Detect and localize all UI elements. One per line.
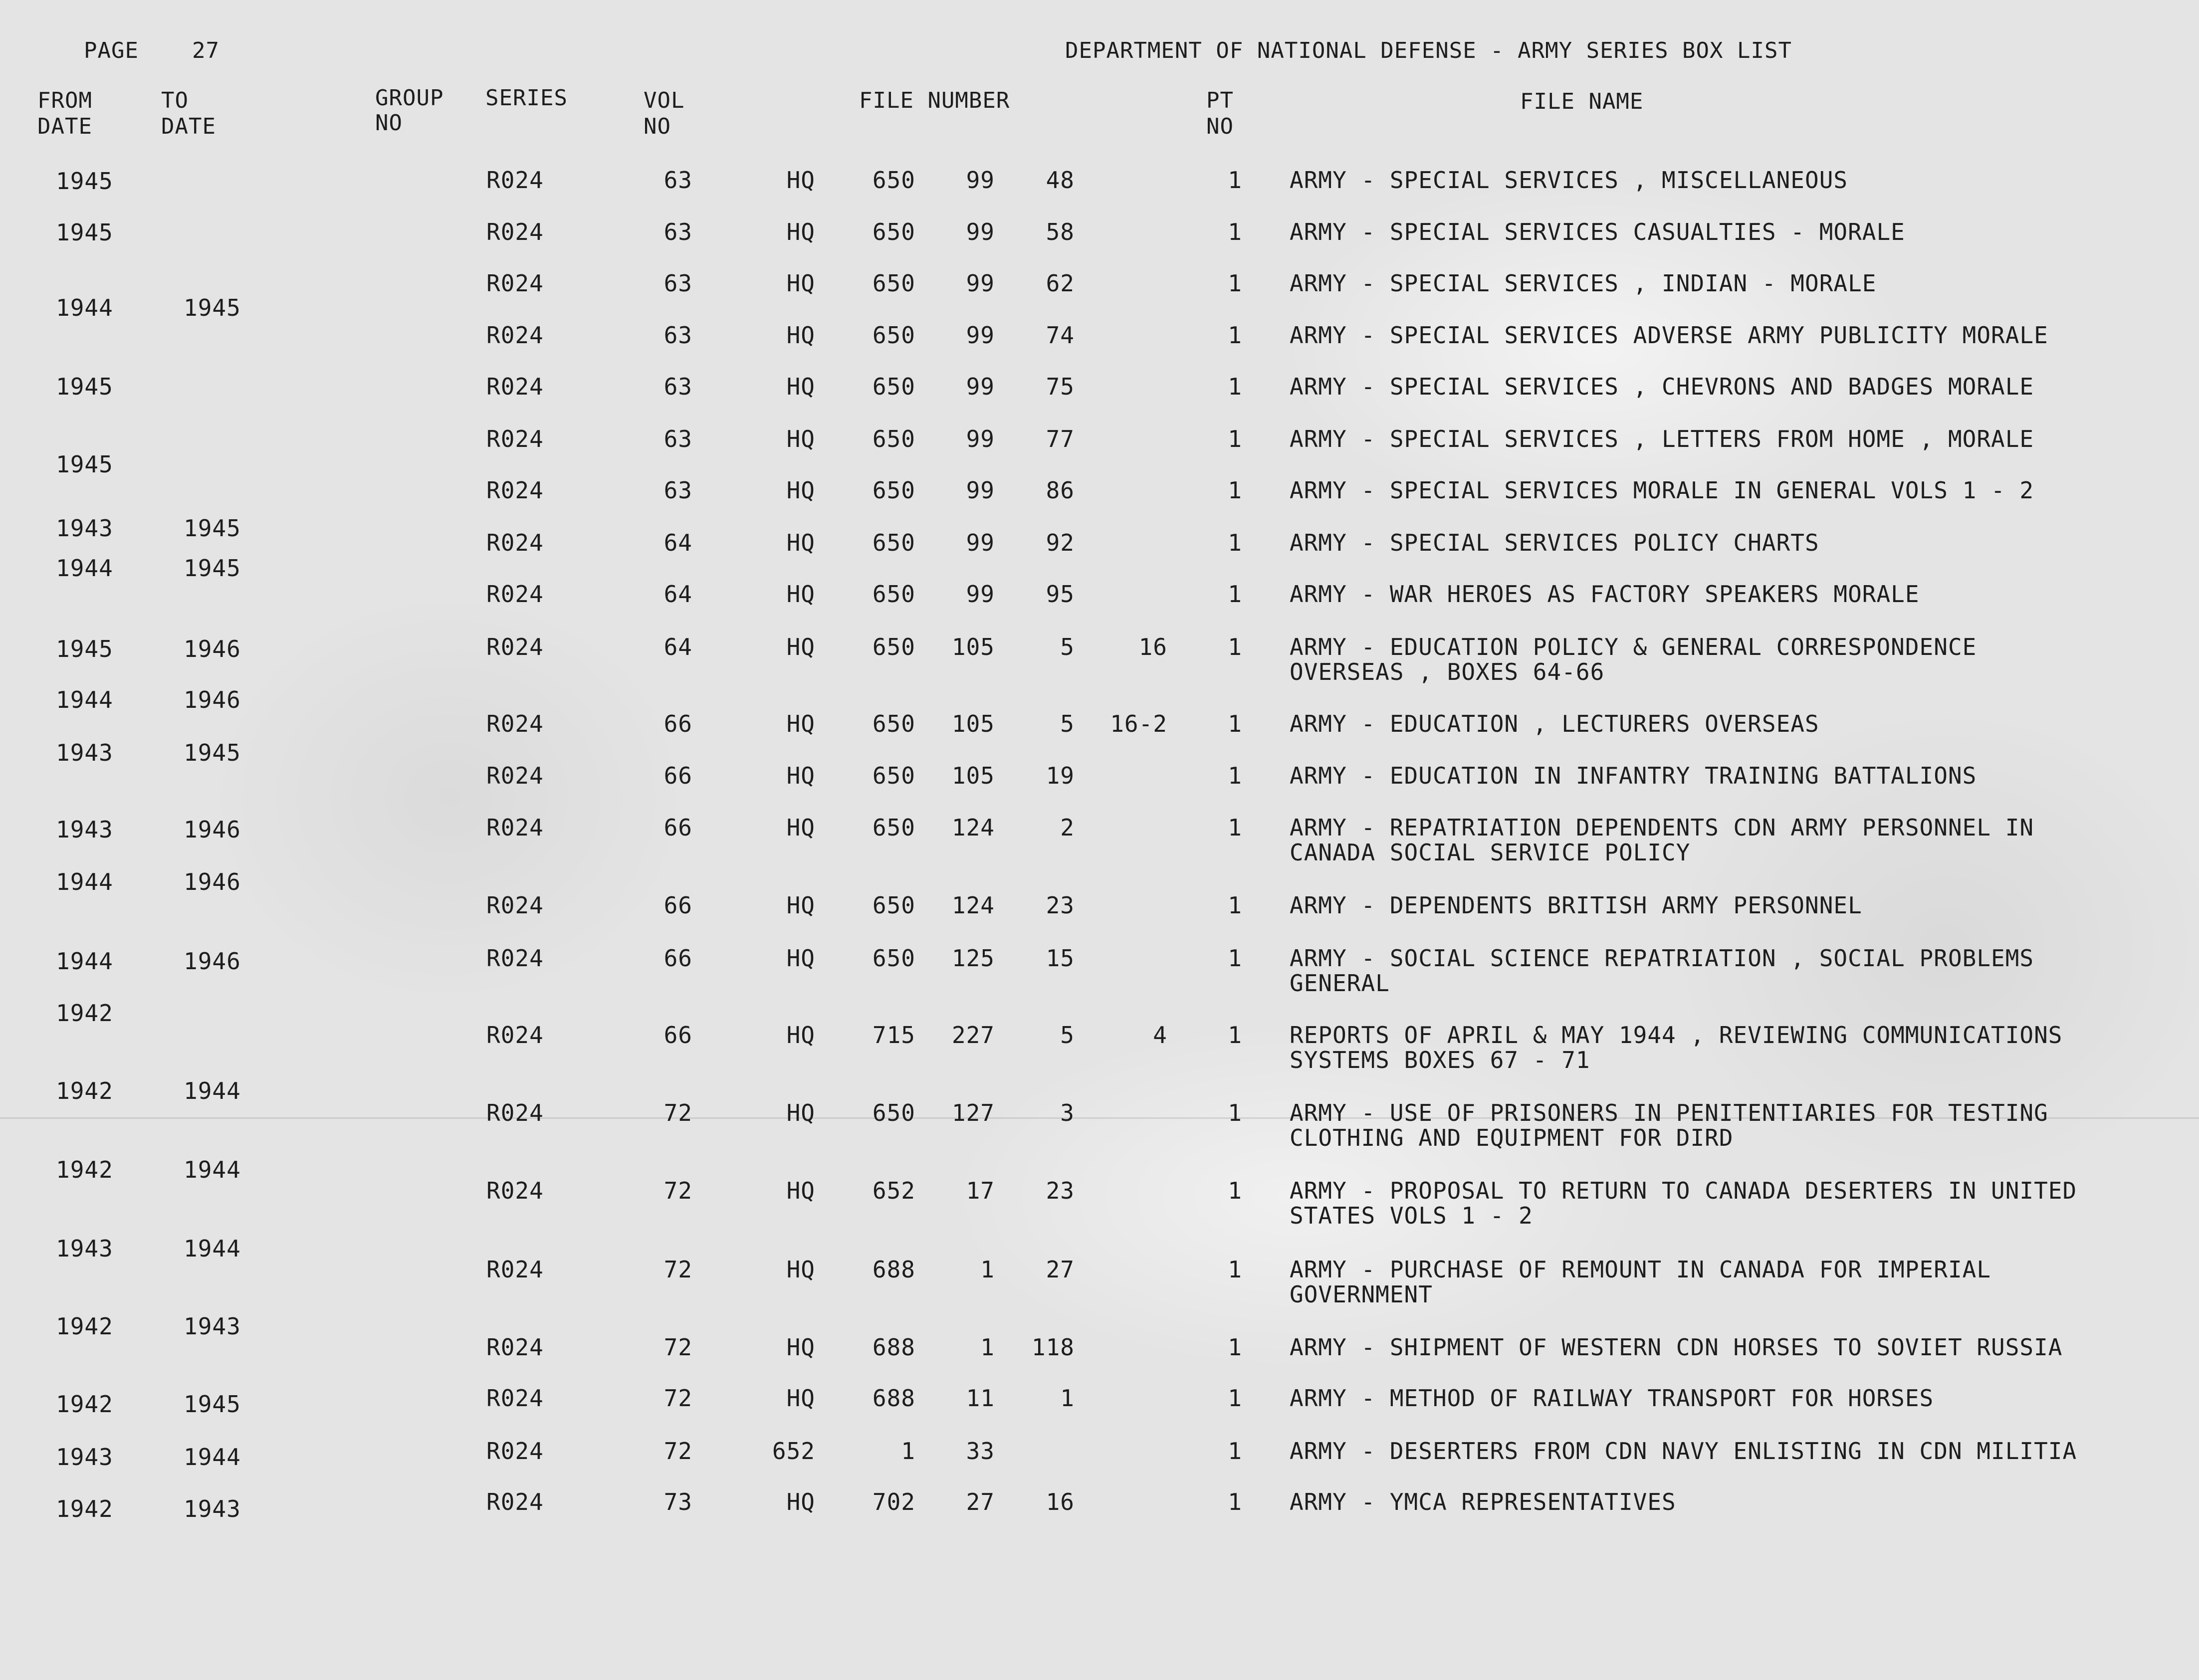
vol-no-cell: 63 [663,167,692,194]
series-cell: R024 [486,218,544,245]
series-cell: R024 [486,581,544,608]
file-number-part-cell: 23 [1046,892,1075,919]
file-name-cell: ARMY - SPECIAL SERVICES CASUALTIES - MORALE [1290,218,1905,245]
pt-no-cell: 1 [1228,477,1242,504]
file-name-cell: ARMY - SPECIAL SERVICES , LETTERS FROM HOME , MORALE [1290,425,2034,452]
file-number-part-cell: 5 [1060,1022,1075,1049]
file-name-cell: GENERAL [1290,970,1390,997]
from-date: 1943 [56,816,113,843]
from-date: 1943 [56,515,113,542]
file-number-part-cell: 4 [1153,1022,1167,1049]
file-number-part-cell: 95 [1046,581,1075,608]
file-number-part-cell: HQ [786,633,815,660]
from-date: 1944 [56,868,113,895]
to-date: 1946 [184,816,241,843]
file-number-part-cell: HQ [786,1099,815,1126]
from-date: 1944 [56,294,113,321]
pt-no-cell: 1 [1228,814,1242,841]
file-number-part-cell: HQ [786,814,815,841]
to-date: 1945 [184,739,241,766]
pt-no-cell: 1 [1228,1022,1242,1049]
from-date: 1944 [56,555,113,582]
file-number-part-cell: 118 [1031,1334,1075,1361]
header-pt-no: PT [1206,88,1234,113]
file-number-part-cell: 1 [980,1334,995,1361]
vol-no-cell: 72 [663,1385,692,1412]
file-number-part-cell: 99 [966,581,995,608]
pt-no-cell: 1 [1228,1488,1242,1515]
file-number-part-cell: 650 [872,945,915,972]
file-number-part-cell: 650 [872,633,915,660]
from-date: 1942 [56,1391,113,1418]
file-number-part-cell: 650 [872,1099,915,1126]
file-number-part-cell: 86 [1046,477,1075,504]
to-date: 1945 [184,555,241,582]
to-date: 1943 [184,1313,241,1340]
to-date: 1944 [184,1077,241,1104]
file-number-part-cell: 1 [980,1256,995,1283]
page-title: DEPARTMENT OF NATIONAL DEFENSE - ARMY SERIES BOX LIST [1065,38,1792,63]
file-number-part-cell: HQ [786,477,815,504]
vol-no-cell: 66 [663,892,692,919]
file-name-cell: ARMY - SPECIAL SERVICES , MISCELLANEOUS [1290,167,1848,194]
series-cell: R024 [486,762,544,789]
vol-no-cell: 72 [663,1099,692,1126]
pt-no-cell: 1 [1228,1334,1242,1361]
file-number-part-cell: HQ [786,529,815,556]
vol-no-cell: 66 [663,762,692,789]
file-name-cell: CANADA SOCIAL SERVICE POLICY [1290,839,1691,866]
pt-no-cell: 1 [1228,425,1242,452]
file-number-part-cell: 650 [872,322,915,349]
file-name-cell: ARMY - SPECIAL SERVICES ADVERSE ARMY PUBLICITY MORALE [1290,322,2048,349]
file-number-part-cell: 124 [951,892,995,919]
file-number-part-cell: HQ [786,945,815,972]
vol-no-cell: 73 [663,1488,692,1515]
file-number-part-cell: 19 [1046,762,1075,789]
file-number-part-cell: HQ [786,167,815,194]
from-date: 1943 [56,739,113,766]
from-date: 1942 [56,1077,113,1104]
vol-no-cell: 72 [663,1334,692,1361]
vol-no-cell: 66 [663,945,692,972]
file-number-part-cell: 650 [872,270,915,297]
vol-no-cell: 63 [663,477,692,504]
file-number-part-cell: 652 [872,1177,915,1204]
to-date: 1944 [184,1156,241,1183]
file-number-part-cell: 127 [951,1099,995,1126]
header-series: SERIES [485,85,568,111]
vol-no-cell: 66 [663,710,692,737]
to-date: 1944 [184,1444,241,1470]
file-name-cell: ARMY - SPECIAL SERVICES , INDIAN - MORALE [1290,270,1877,297]
page-number: 27 [192,38,220,63]
file-number-part-cell: HQ [786,1385,815,1412]
vol-no-cell: 63 [663,373,692,400]
vol-no-cell: 63 [663,425,692,452]
file-number-part-cell: HQ [786,1488,815,1515]
to-date: 1946 [184,635,241,662]
file-number-part-cell: HQ [786,762,815,789]
vol-no-cell: 63 [663,218,692,245]
pt-no-cell: 1 [1228,1438,1242,1465]
file-name-cell: ARMY - SPECIAL SERVICES POLICY CHARTS [1290,529,1819,556]
pt-no-cell: 1 [1228,762,1242,789]
to-date: 1945 [184,294,241,321]
file-number-part-cell: 75 [1046,373,1075,400]
file-number-part-cell: 11 [966,1385,995,1412]
to-date: 1946 [184,948,241,975]
file-number-part-cell: HQ [786,218,815,245]
file-name-cell: STATES VOLS 1 - 2 [1290,1202,1533,1229]
file-name-cell: ARMY - SOCIAL SCIENCE REPATRIATION , SOCIAL PROBLEMS [1290,945,2034,972]
page-label: PAGE [84,38,139,63]
file-number-part-cell: 2 [1060,814,1075,841]
series-cell: R024 [486,270,544,297]
file-name-cell: ARMY - METHOD OF RAILWAY TRANSPORT FOR HORSES [1290,1385,1934,1412]
file-number-part-cell: HQ [786,892,815,919]
file-number-part-cell: 3 [1060,1099,1075,1126]
file-number-part-cell: HQ [786,710,815,737]
vol-no-cell: 72 [663,1177,692,1204]
header-file-name: FILE NAME [1520,89,1644,114]
file-number-part-cell: 1 [1060,1385,1075,1412]
header-vol-no: VOL [644,88,685,113]
file-number-part-cell: 650 [872,762,915,789]
file-number-part-cell: HQ [786,1334,815,1361]
file-number-part-cell: 99 [966,373,995,400]
file-number-part-cell: 650 [872,710,915,737]
file-number-part-cell: 62 [1046,270,1075,297]
file-number-part-cell: 16 [1046,1488,1075,1515]
file-number-part-cell: 652 [772,1438,815,1465]
file-number-part-cell: 650 [872,425,915,452]
series-cell: R024 [486,477,544,504]
file-number-part-cell: HQ [786,425,815,452]
from-date: 1942 [56,1000,113,1027]
file-number-part-cell: 650 [872,477,915,504]
series-cell: R024 [486,945,544,972]
file-number-part-cell: 650 [872,218,915,245]
file-name-cell: ARMY - EDUCATION POLICY & GENERAL CORRESPONDENCE [1290,633,1977,660]
from-date: 1945 [56,168,113,195]
pt-no-cell: 1 [1228,270,1242,297]
header-group-no: NO [375,110,403,136]
series-cell: R024 [486,1438,544,1465]
from-date: 1945 [56,373,113,400]
header-from-date: DATE [37,114,92,139]
file-name-cell: ARMY - SPECIAL SERVICES MORALE IN GENERAL VOLS 1 - 2 [1290,477,2034,504]
file-number-part-cell: 15 [1046,945,1075,972]
file-number-part-cell: 99 [966,322,995,349]
series-cell: R024 [486,633,544,660]
file-number-part-cell: 105 [951,633,995,660]
vol-no-cell: 64 [663,529,692,556]
pt-no-cell: 1 [1228,581,1242,608]
pt-no-cell: 1 [1228,218,1242,245]
series-cell: R024 [486,1256,544,1283]
file-name-cell: ARMY - EDUCATION IN INFANTRY TRAINING BATTALIONS [1290,762,1977,789]
header-file-number: FILE NUMBER [859,88,1010,113]
series-cell: R024 [486,1022,544,1049]
file-name-cell: ARMY - YMCA REPRESENTATIVES [1290,1488,1676,1515]
to-date: 1945 [184,515,241,542]
header-pt-no: NO [1206,114,1234,139]
file-number-part-cell: 650 [872,529,915,556]
file-number-part-cell: 23 [1046,1177,1075,1204]
from-date: 1942 [56,1313,113,1340]
file-name-cell: REPORTS OF APRIL & MAY 1944 , REVIEWING COMMUNICATIONS [1290,1022,2063,1049]
pt-no-cell: 1 [1228,892,1242,919]
to-date: 1944 [184,1235,241,1262]
file-name-cell: OVERSEAS , BOXES 64-66 [1290,658,1605,685]
file-name-cell: ARMY - DEPENDENTS BRITISH ARMY PERSONNEL [1290,892,1862,919]
file-number-part-cell: 702 [872,1488,915,1515]
pt-no-cell: 1 [1228,1177,1242,1204]
vol-no-cell: 72 [663,1256,692,1283]
from-date: 1943 [56,1444,113,1470]
series-cell: R024 [486,1099,544,1126]
pt-no-cell: 1 [1228,167,1242,194]
file-number-part-cell: 16 [1138,633,1167,660]
header-group-no: GROUP [375,85,444,111]
vol-no-cell: 66 [663,814,692,841]
series-cell: R024 [486,814,544,841]
vol-no-cell: 63 [663,322,692,349]
from-date: 1945 [56,219,113,246]
file-number-part-cell: 650 [872,581,915,608]
file-name-cell: ARMY - SHIPMENT OF WESTERN CDN HORSES TO SOVIET RUSSIA [1290,1334,2063,1361]
file-number-part-cell: 5 [1060,710,1075,737]
file-number-part-cell: 77 [1046,425,1075,452]
series-cell: R024 [486,529,544,556]
pt-no-cell: 1 [1228,1099,1242,1126]
file-name-cell: CLOTHING AND EQUIPMENT FOR DIRD [1290,1124,1734,1151]
file-number-part-cell: 1 [901,1438,915,1465]
vol-no-cell: 64 [663,581,692,608]
file-number-part-cell: 5 [1060,633,1075,660]
file-number-part-cell: 650 [872,373,915,400]
file-number-part-cell: 688 [872,1256,915,1283]
series-cell: R024 [486,1334,544,1361]
from-date: 1942 [56,1495,113,1522]
series-cell: R024 [486,1488,544,1515]
file-number-part-cell: 650 [872,167,915,194]
file-number-part-cell: 105 [951,762,995,789]
file-number-part-cell: 99 [966,477,995,504]
file-name-cell: GOVERNMENT [1290,1281,1433,1308]
to-date: 1946 [184,686,241,713]
file-number-part-cell: 688 [872,1385,915,1412]
file-number-part-cell: 715 [872,1022,915,1049]
from-date: 1944 [56,948,113,975]
file-name-cell: ARMY - DESERTERS FROM CDN NAVY ENLISTING IN CDN MILITIA [1290,1438,2077,1465]
file-number-part-cell: 99 [966,218,995,245]
vol-no-cell: 64 [663,633,692,660]
file-number-part-cell: 92 [1046,529,1075,556]
file-name-cell: ARMY - USE OF PRISONERS IN PENITENTIARIES FOR TESTING [1290,1099,2048,1126]
series-cell: R024 [486,892,544,919]
pt-no-cell: 1 [1228,373,1242,400]
pt-no-cell: 1 [1228,1256,1242,1283]
series-cell: R024 [486,373,544,400]
file-number-part-cell: 105 [951,710,995,737]
file-name-cell: ARMY - SPECIAL SERVICES , CHEVRONS AND BADGES MORALE [1290,373,2034,400]
file-number-part-cell: 650 [872,814,915,841]
file-number-part-cell: 99 [966,167,995,194]
file-number-part-cell: HQ [786,373,815,400]
series-cell: R024 [486,710,544,737]
file-number-part-cell: 33 [966,1438,995,1465]
header-to-date: TO [161,88,189,113]
file-number-part-cell: 27 [1046,1256,1075,1283]
file-number-part-cell: 650 [872,892,915,919]
file-name-cell: SYSTEMS BOXES 67 - 71 [1290,1047,1590,1073]
from-date: 1943 [56,1235,113,1262]
from-date: 1945 [56,451,113,478]
file-number-part-cell: 48 [1046,167,1075,194]
series-cell: R024 [486,167,544,194]
file-number-part-cell: 17 [966,1177,995,1204]
file-number-part-cell: HQ [786,322,815,349]
series-cell: R024 [486,1385,544,1412]
file-name-cell: ARMY - WAR HEROES AS FACTORY SPEAKERS MORALE [1290,581,1920,608]
file-number-part-cell: 99 [966,270,995,297]
file-name-cell: ARMY - PROPOSAL TO RETURN TO CANADA DESERTERS IN UNITED [1290,1177,2077,1204]
file-number-part-cell: 124 [951,814,995,841]
file-number-part-cell: 27 [966,1488,995,1515]
file-number-part-cell: 688 [872,1334,915,1361]
file-number-part-cell: 99 [966,425,995,452]
pt-no-cell: 1 [1228,529,1242,556]
file-number-part-cell: HQ [786,581,815,608]
header-from-date: FROM [37,88,92,113]
file-number-part-cell: 227 [951,1022,995,1049]
file-name-cell: ARMY - REPATRIATION DEPENDENTS CDN ARMY PERSONNEL IN [1290,814,2034,841]
pt-no-cell: 1 [1228,1385,1242,1412]
vol-no-cell: 63 [663,270,692,297]
series-cell: R024 [486,425,544,452]
to-date: 1945 [184,1391,241,1418]
to-date: 1943 [184,1495,241,1522]
file-number-part-cell: 99 [966,529,995,556]
series-cell: R024 [486,322,544,349]
header-vol-no: NO [644,114,671,139]
file-number-part-cell: 125 [951,945,995,972]
file-number-part-cell: 74 [1046,322,1075,349]
file-number-part-cell: HQ [786,1022,815,1049]
pt-no-cell: 1 [1228,945,1242,972]
pt-no-cell: 1 [1228,322,1242,349]
from-date: 1944 [56,686,113,713]
file-number-part-cell: HQ [786,1177,815,1204]
header-to-date: DATE [161,114,216,139]
from-date: 1942 [56,1156,113,1183]
from-date: 1945 [56,635,113,662]
file-name-cell: ARMY - PURCHASE OF REMOUNT IN CANADA FOR IMPERIAL [1290,1256,1991,1283]
pt-no-cell: 1 [1228,710,1242,737]
to-date: 1946 [184,868,241,895]
file-name-cell: ARMY - EDUCATION , LECTURERS OVERSEAS [1290,710,1819,737]
pt-no-cell: 1 [1228,633,1242,660]
file-number-part-cell: 58 [1046,218,1075,245]
file-number-part-cell: HQ [786,1256,815,1283]
file-number-part-cell: 16-2 [1110,710,1167,737]
vol-no-cell: 66 [663,1022,692,1049]
series-cell: R024 [486,1177,544,1204]
vol-no-cell: 72 [663,1438,692,1465]
file-number-part-cell: HQ [786,270,815,297]
